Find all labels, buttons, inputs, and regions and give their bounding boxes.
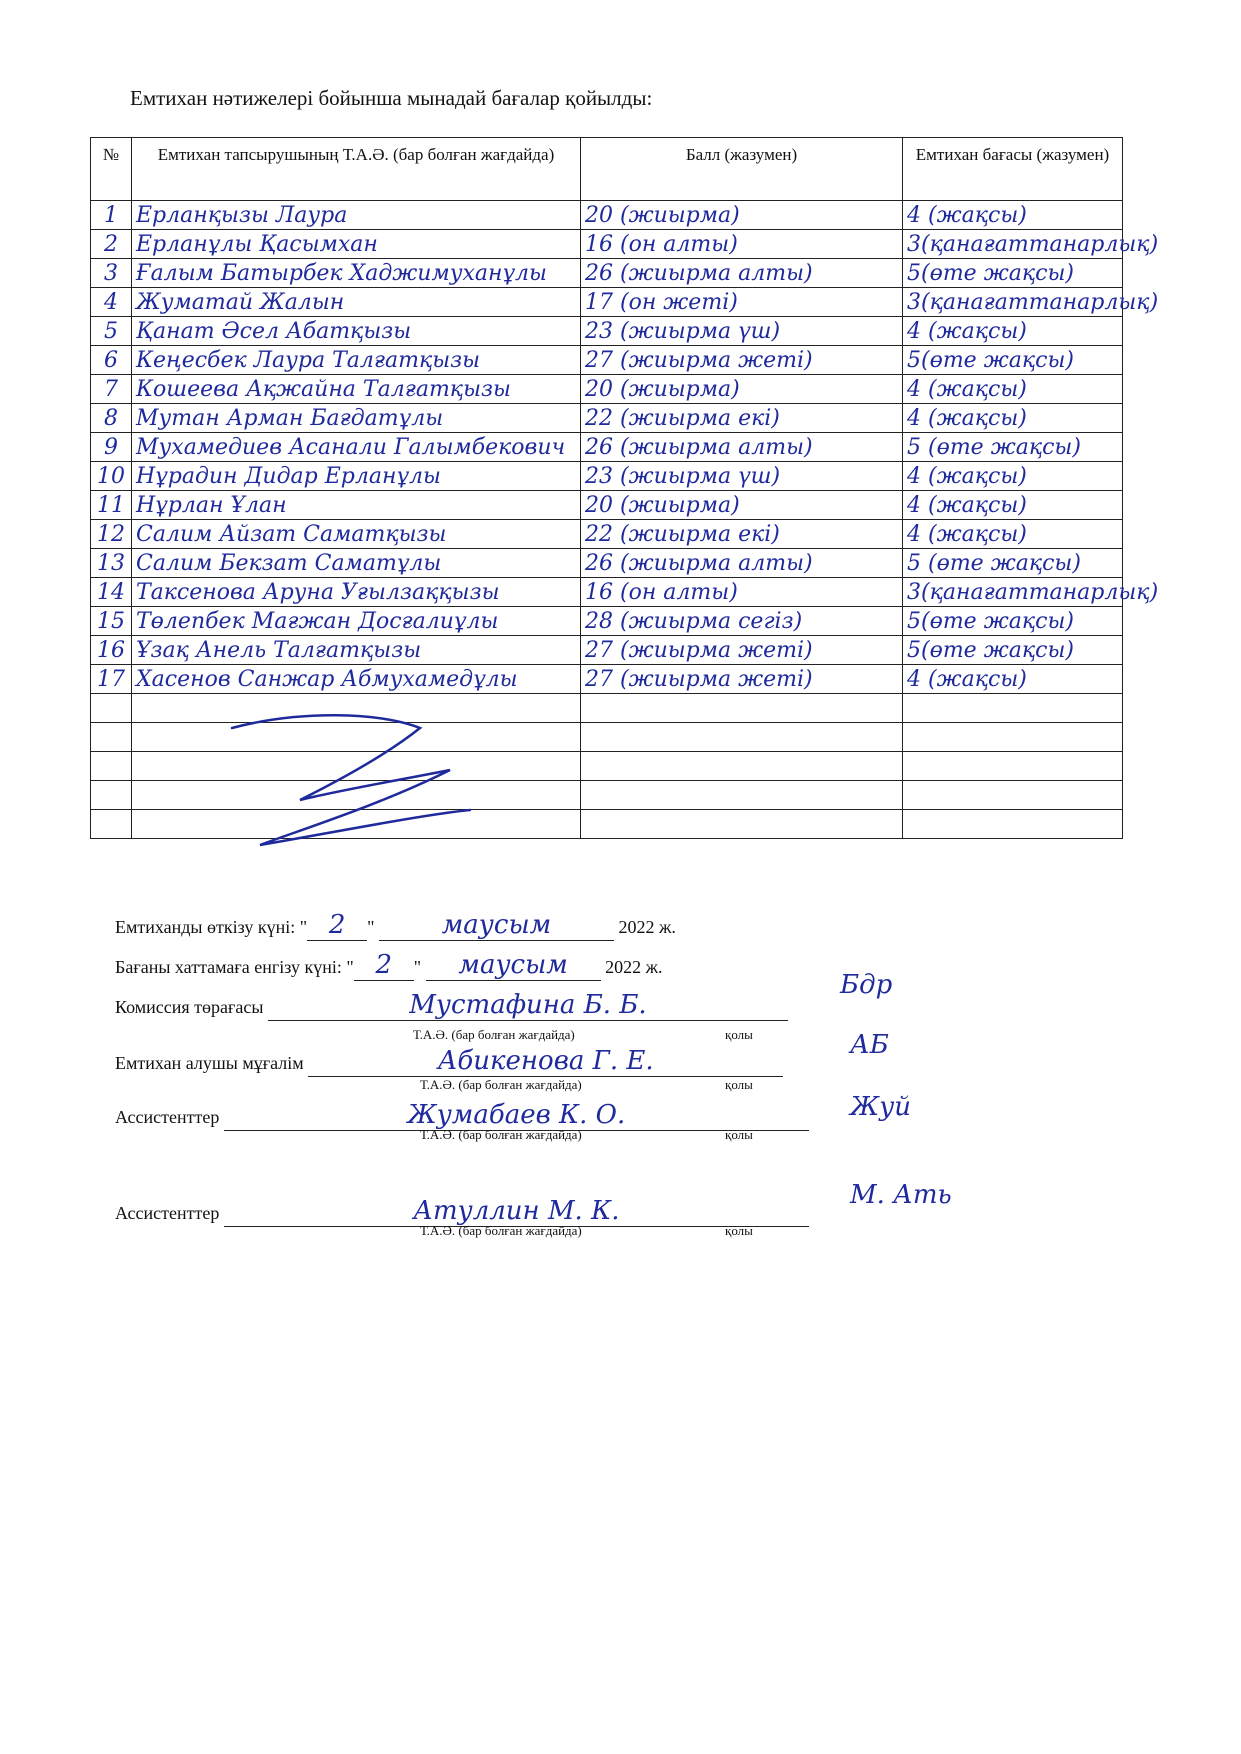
cell-name: Жуматай Жалын xyxy=(132,288,581,317)
entry-day: 2 xyxy=(354,950,414,981)
assistant1-caption-fio: Т.А.Ә. (бар болған жағдайда) xyxy=(420,1127,582,1142)
cell-name: Ерланқызы Лаура xyxy=(132,201,581,230)
cell-score: 26 (жиырма алты) xyxy=(581,549,903,578)
assistant1-signature: Жуй xyxy=(850,1092,912,1122)
cell-score: 20 (жиырма) xyxy=(581,491,903,520)
cell-score: 26 (жиырма алты) xyxy=(581,433,903,462)
cell-grade: 4 (жақсы) xyxy=(903,665,1123,694)
chair-label: Комиссия төрағасы xyxy=(115,997,264,1017)
cell-name: Ұзақ Анель Талғатқызы xyxy=(132,636,581,665)
cell-name: Нұрлан Ұлан xyxy=(132,491,581,520)
assistant2-signature: М. Ать xyxy=(850,1180,952,1210)
cell-grade: 5 (өте жақсы) xyxy=(903,433,1123,462)
cell-grade: 4 (жақсы) xyxy=(903,201,1123,230)
teacher-caption-fio: Т.А.Ә. (бар болған жағдайда) xyxy=(420,1077,582,1092)
cell-name: Мухамедиев Асанали Галымбекович xyxy=(132,433,581,462)
cell-no: 10 xyxy=(91,462,132,491)
cell-score: 27 (жиырма жеті) xyxy=(581,636,903,665)
page-heading: Емтихан нәтижелері бойынша мынадай бағалар қойылды: xyxy=(130,86,653,110)
cell-name: Таксенова Аруна Уғылзаққызы xyxy=(132,578,581,607)
cell-score: 22 (жиырма екі) xyxy=(581,404,903,433)
exam-month: маусым xyxy=(379,910,614,941)
cell-grade: 5(өте жақсы) xyxy=(903,636,1123,665)
cell-grade: 3(қанағаттанарлық) xyxy=(903,230,1123,259)
cell-score: 23 (жиырма үш) xyxy=(581,317,903,346)
header-grade: Емтихан бағасы (жазумен) xyxy=(903,138,1123,201)
cell-no: 8 xyxy=(91,404,132,433)
assistant2-caption-sign: қолы xyxy=(725,1223,753,1238)
cell-grade: 4 (жақсы) xyxy=(903,491,1123,520)
cell-no: 1 xyxy=(91,201,132,230)
entry-month: маусым xyxy=(426,950,601,981)
cell-grade: 5(өте жақсы) xyxy=(903,259,1123,288)
chair-caption-sign: қолы xyxy=(725,1027,753,1042)
teacher-name: Абикенова Г. Е. xyxy=(308,1046,783,1077)
cell-grade: 3(қанағаттанарлық) xyxy=(903,288,1123,317)
teacher-caption-sign: қолы xyxy=(725,1077,753,1092)
assistant2-name: Атуллин М. К. xyxy=(224,1196,809,1227)
cell-no: 6 xyxy=(91,346,132,375)
cell-grade: 5 (өте жақсы) xyxy=(903,549,1123,578)
cell-grade: 4 (жақсы) xyxy=(903,404,1123,433)
teacher-signature: АБ xyxy=(850,1030,889,1060)
exam-date-label: Емтиханды өткізу күні: xyxy=(115,917,296,937)
chair-name: Мустафина Б. Б. xyxy=(268,990,788,1021)
cell-grade: 4 (жақсы) xyxy=(903,520,1123,549)
entry-date-line: Бағаны хаттамаға енгізу күні: " 2 " маусым 2022 ж. xyxy=(115,950,663,980)
cell-no: 15 xyxy=(91,607,132,636)
cell-grade: 5(өте жақсы) xyxy=(903,607,1123,636)
header-score: Балл (жазумен) xyxy=(581,138,903,201)
exam-year: 2022 ж. xyxy=(618,917,676,937)
exam-day: 2 xyxy=(307,910,367,941)
chair-line xyxy=(115,990,788,1021)
cell-no: 13 xyxy=(91,549,132,578)
cell-name: Мутан Арман Бағдатұлы xyxy=(132,404,581,433)
assistant1-caption-sign: қолы xyxy=(725,1127,753,1142)
header-number: № xyxy=(91,138,132,201)
teacher-label: Емтихан алушы мұғалім xyxy=(115,1053,304,1073)
cell-score: 22 (жиырма екі) xyxy=(581,520,903,549)
cell-grade: 4 (жақсы) xyxy=(903,375,1123,404)
cell-score: 26 (жиырма алты) xyxy=(581,259,903,288)
cell-no: 2 xyxy=(91,230,132,259)
exam-date-line: Емтиханды өткізу күні: " 2 " маусым 2022 ж. xyxy=(115,910,676,940)
assistant2-caption-fio: Т.А.Ә. (бар болған жағдайда) xyxy=(420,1223,582,1238)
cell-name: Қанат Әсел Абатқызы xyxy=(132,317,581,346)
cell-name: Салим Айзат Саматқызы xyxy=(132,520,581,549)
cell-score: 27 (жиырма жеті) xyxy=(581,346,903,375)
cell-name: Кошеева Ақжайна Талғатқызы xyxy=(132,375,581,404)
cell-no: 16 xyxy=(91,636,132,665)
cell-no: 12 xyxy=(91,520,132,549)
assistant2-label: Ассистенттер xyxy=(115,1203,220,1223)
cell-score: 27 (жиырма жеті) xyxy=(581,665,903,694)
assistant1-name: Жумабаев К. О. xyxy=(224,1100,809,1131)
teacher-line xyxy=(115,1046,783,1077)
assistant1-label: Ассистенттер xyxy=(115,1107,220,1127)
cell-no: 5 xyxy=(91,317,132,346)
cell-score: 23 (жиырма үш) xyxy=(581,462,903,491)
cell-name: Салим Бекзат Саматұлы xyxy=(132,549,581,578)
entry-date-label: Бағаны хаттамаға енгізу күні: xyxy=(115,957,342,977)
cell-grade: 5(өте жақсы) xyxy=(903,346,1123,375)
cell-grade: 4 (жақсы) xyxy=(903,317,1123,346)
cell-name: Кеңесбек Лаура Талғатқызы xyxy=(132,346,581,375)
cell-score: 20 (жиырма) xyxy=(581,375,903,404)
cell-no: 3 xyxy=(91,259,132,288)
cell-grade: 4 (жақсы) xyxy=(903,462,1123,491)
cell-grade: 3(қанағаттанарлық) xyxy=(903,578,1123,607)
cell-no: 11 xyxy=(91,491,132,520)
cell-no: 7 xyxy=(91,375,132,404)
cell-no: 17 xyxy=(91,665,132,694)
cell-name: Төлепбек Мағжан Досғалиұлы xyxy=(132,607,581,636)
cell-no: 4 xyxy=(91,288,132,317)
cell-score: 16 (он алты) xyxy=(581,230,903,259)
cell-no: 14 xyxy=(91,578,132,607)
cell-score: 17 (он жеті) xyxy=(581,288,903,317)
cell-name: Нұрадин Дидар Ерланұлы xyxy=(132,462,581,491)
cell-name: Ғалым Батырбек Хаджимуханұлы xyxy=(132,259,581,288)
entry-year: 2022 ж. xyxy=(605,957,663,977)
header-name: Емтихан тапсырушының Т.А.Ә. (бар болған жағдайда) xyxy=(132,138,581,201)
cell-name: Ерланұлы Қасымхан xyxy=(132,230,581,259)
cell-no: 9 xyxy=(91,433,132,462)
chair-caption-fio: Т.А.Ә. (бар болған жағдайда) xyxy=(413,1027,575,1042)
cell-score: 16 (он алты) xyxy=(581,578,903,607)
cell-name: Хасенов Санжар Абмухамедұлы xyxy=(132,665,581,694)
cell-score: 28 (жиырма сегіз) xyxy=(581,607,903,636)
chair-signature: Бдр xyxy=(840,970,893,1000)
cell-score: 20 (жиырма) xyxy=(581,201,903,230)
